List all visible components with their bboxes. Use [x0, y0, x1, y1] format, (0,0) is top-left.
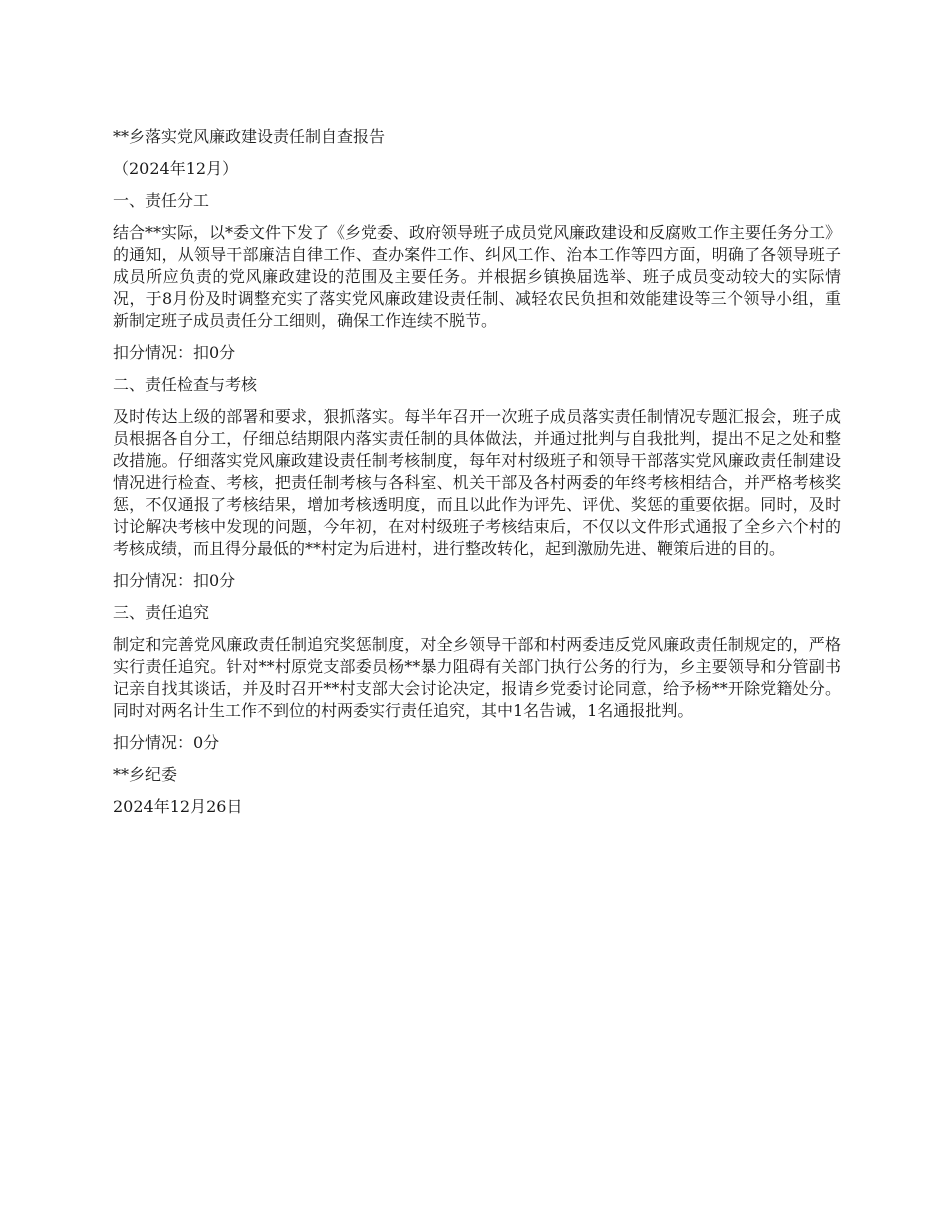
- signature-date: 2024年12月26日: [113, 797, 243, 816]
- section-2-score: 扣分情况：扣0分: [113, 571, 236, 590]
- document-date-line: （2024年12月）: [113, 159, 239, 178]
- section-3-score: 扣分情况：0分: [113, 733, 220, 752]
- section-3-heading: 三、责任追究: [113, 603, 210, 622]
- document-title: **乡落实党风廉政建设责任制自查报告: [113, 127, 386, 146]
- section-1-score: 扣分情况：扣0分: [113, 343, 236, 362]
- section-1-body: 结合**实际，以*委文件下发了《乡党委、政府领导班子成员党风廉政建设和反腐败工作主要任务分工》的通知，从领导干部廉洁自律工作、查办案件工作、纠风工作、治本工作等四方面，明确了各领导班子成员所应负责的党风廉政建设的范围及主要任务。并根据乡镇换届选举、班子成员变动较大的实际情况，于8月份及时调整充实了落实党风廉政建设责任制、减轻农民负担和效能建设等三个领导小组，重新制定班子成员责任分工细则，确保工作连续不脱节。: [113, 223, 842, 330]
- section-1-heading: 一、责任分工: [113, 191, 210, 210]
- section-2-body: 及时传达上级的部署和要求，狠抓落实。每半年召开一次班子成员落实责任制情况专题汇报会，班子成员根据各自分工，仔细总结期限内落实责任制的具体做法，并通过批判与自我批判，提出不足之处和整改措施。仔细落实党风廉政建设责任制考核制度，每年对村级班子和领导干部落实党风廉政责任制建设情况进行检查、考核，把责任制考核与各科室、机关干部及各村两委的年终考核相结合，并严格考核奖惩，不仅通报了考核结果，增加考核透明度，而且以此作为评先、评优、奖惩的重要依据。同时，及时讨论解决考核中发现的问题，今年初，在对村级班子考核结束后，不仅以文件形式通报了全乡六个村的考核成绩，而且得分最低的**村定为后进村，进行整改转化，起到激励先进、鞭策后进的目的。: [113, 407, 841, 558]
- document-page: [113, 126, 841, 828]
- signature-org: **乡纪委: [113, 765, 178, 784]
- section-2-heading: 二、责任检查与考核: [113, 375, 258, 394]
- section-3-body: 制定和完善党风廉政责任制追究奖惩制度，对全乡领导干部和村两委违反党风廉政责任制规定的，严格实行责任追究。针对**村原党支部委员杨**暴力阻碍有关部门执行公务的行为，乡主要领导和分管副书记亲自找其谈话，并及时召开**村支部大会讨论决定，报请乡党委讨论同意，给予杨**开除党籍处分。同时对两名计生工作不到位的村两委实行责任追究，其中1名告诫，1名通报批判。: [113, 635, 841, 720]
